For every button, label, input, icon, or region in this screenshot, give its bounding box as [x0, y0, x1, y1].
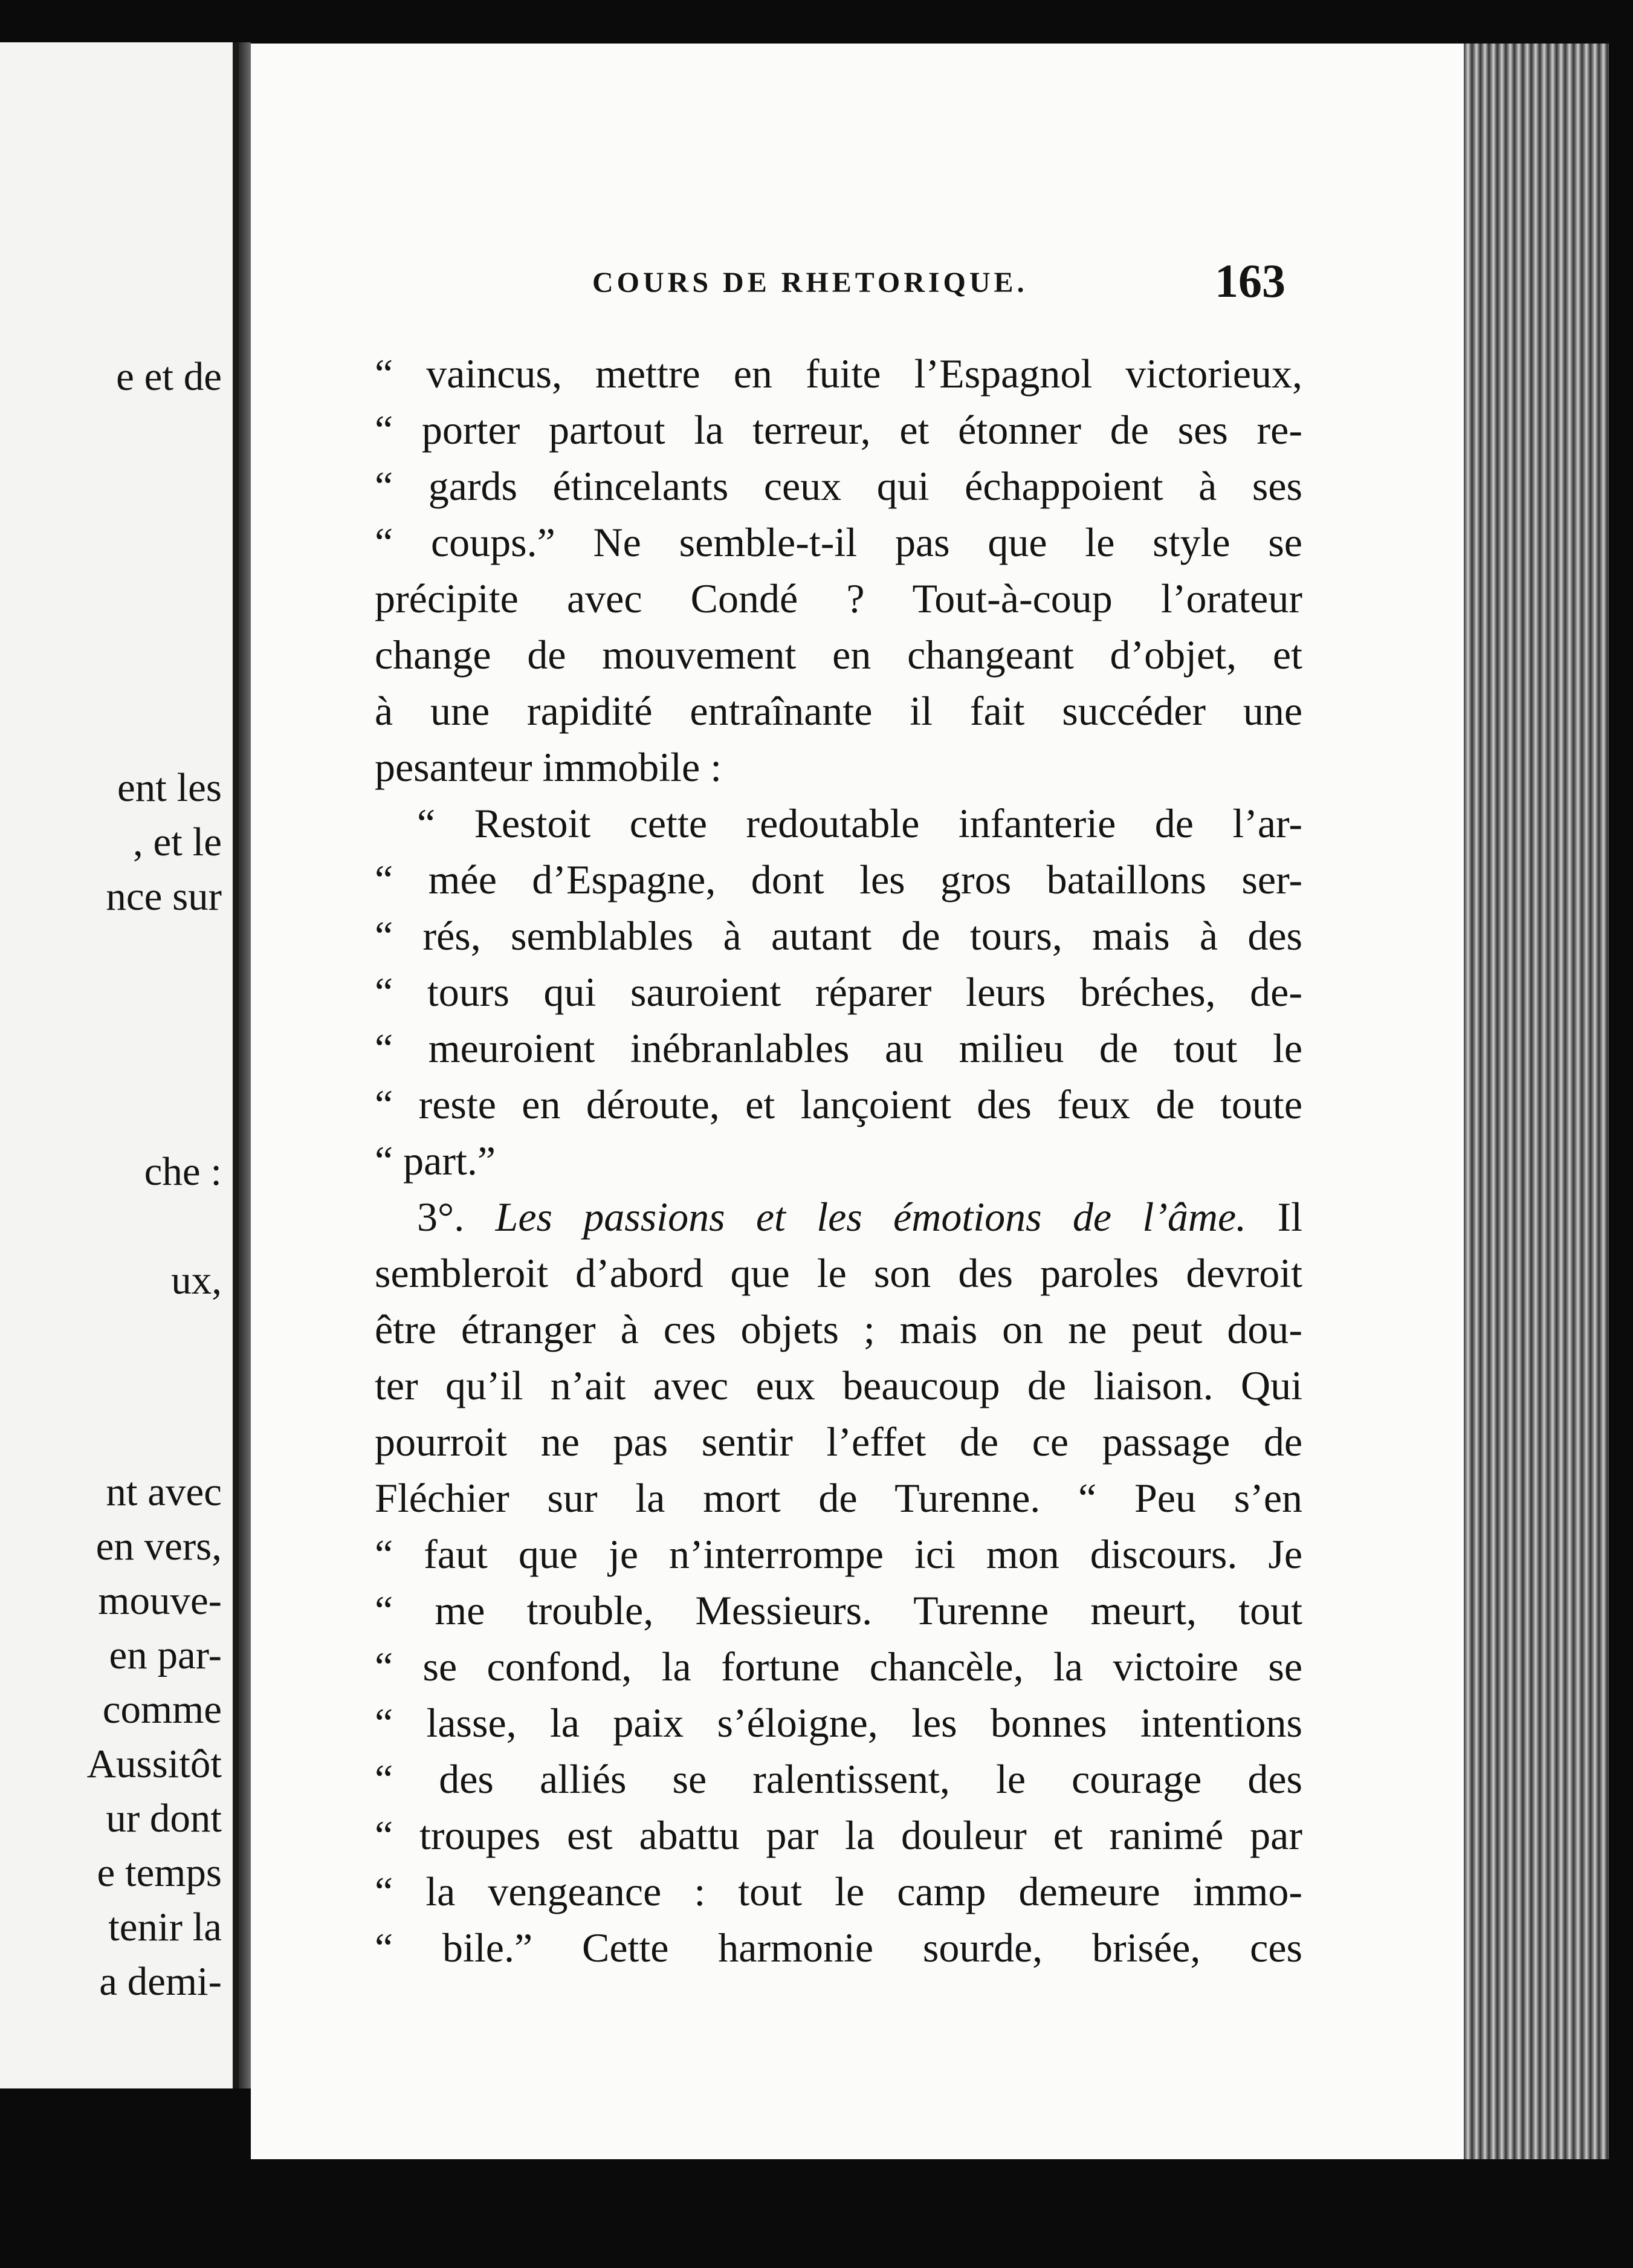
- text-line: “ coups.” Ne semble-t-il pas que le style se: [375, 519, 1302, 565]
- previous-page-line-fragment: che :: [144, 1149, 222, 1194]
- text-line: être étranger à ces objets ; mais on ne peut dou-: [375, 1306, 1302, 1352]
- text-line: “ la vengeance : tout le camp demeure immo-: [375, 1868, 1302, 1914]
- previous-page-line-fragment: comme: [102, 1687, 222, 1732]
- text-line: “ reste en déroute, et lançoient des feux de toute: [375, 1081, 1302, 1127]
- previous-page-line-fragment: ent les: [117, 765, 222, 810]
- page-number: 163: [1215, 254, 1285, 307]
- previous-page-line-fragment: mouve-: [98, 1578, 222, 1623]
- section-heading-line: [375, 1189, 1302, 1245]
- text-line: “ part.”: [375, 1138, 496, 1184]
- previous-page-line-fragment: e temps: [97, 1850, 222, 1895]
- text-line: “ lasse, la paix s’éloigne, les bonnes intentions: [375, 1700, 1302, 1746]
- text-line: “ Restoit cette redoutable infanterie de l’ar-: [417, 800, 1302, 846]
- previous-page-line-fragment: tenir la: [108, 1905, 222, 1949]
- text-line: “ tours qui sauroient réparer leurs bréches, de-: [375, 969, 1302, 1015]
- text-line: “ se confond, la fortune chancèle, la victoire se: [375, 1644, 1302, 1690]
- text-line: “ vaincus, mettre en fuite l’Espagnol victorieux,: [375, 351, 1302, 397]
- previous-page-line-fragment: nt avec: [106, 1469, 222, 1514]
- text-line: “ rés, semblables à autant de tours, mais à des: [375, 913, 1302, 959]
- previous-page: [0, 42, 239, 2088]
- previous-page-line-fragment: a demi-: [99, 1959, 222, 2004]
- text-line: Fléchier sur la mort de Turenne. “ Peu s’en: [375, 1475, 1302, 1521]
- running-head: COURS DE RHETORIQUE.: [592, 267, 1028, 299]
- text-line: à une rapidité entraînante il fait succéder une: [375, 688, 1302, 734]
- text-line: “ des alliés se ralentissent, le courage des: [375, 1756, 1302, 1802]
- text-line: “ troupes est abattu par la douleur et ranimé par: [375, 1812, 1302, 1858]
- previous-page-line-fragment: en vers,: [95, 1524, 222, 1569]
- previous-page-line-fragment: nce sur: [106, 874, 222, 919]
- text-line: précipite avec Condé ? Tout-à-coup l’orateur: [375, 575, 1302, 621]
- text-line: “ mée d’Espagne, dont les gros bataillons ser-: [375, 857, 1302, 902]
- text-line: “ meuroient inébranlables au milieu de tout le: [375, 1025, 1302, 1071]
- book-gutter: [239, 42, 251, 2088]
- section-number: 3°.: [417, 1194, 465, 1240]
- text-line: “ porter partout la terreur, et étonner de ses re-: [375, 407, 1302, 453]
- body-text: [375, 346, 1302, 1976]
- text-line: “ faut que je n’interrompe ici mon discours. Je: [375, 1531, 1302, 1577]
- text-line: change de mouvement en changeant d’objet, et: [375, 632, 1302, 678]
- section-heading-tail: Il: [1277, 1194, 1303, 1240]
- section-heading: Les passions et les émotions de l’âme.: [495, 1194, 1247, 1240]
- previous-page-line-fragment: en par-: [109, 1633, 222, 1677]
- text-line: pourroit ne pas sentir l’effet de ce passage de: [375, 1419, 1302, 1465]
- previous-page-line-fragment: ux,: [171, 1258, 222, 1303]
- text-line: sembleroit d’abord que le son des paroles devroit: [375, 1250, 1302, 1296]
- previous-page-line-fragment: ur dont: [106, 1796, 222, 1841]
- previous-page-line-fragment: e et de: [116, 354, 222, 399]
- text-line: “ gards étincelants ceux qui échappoient à ses: [375, 463, 1302, 509]
- text-line: ter qu’il n’ait avec eux beaucoup de liaison. Qui: [375, 1362, 1302, 1408]
- text-line: “ bile.” Cette harmonie sourde, brisée, ces: [375, 1925, 1302, 1971]
- previous-page-line-fragment: , et le: [133, 820, 222, 864]
- previous-page-line-fragment: Aussitôt: [86, 1742, 222, 1786]
- text-line: pesanteur immobile :: [375, 744, 722, 790]
- book-fore-edge: [1464, 44, 1609, 2159]
- text-line: “ me trouble, Messieurs. Turenne meurt, tout: [375, 1587, 1302, 1633]
